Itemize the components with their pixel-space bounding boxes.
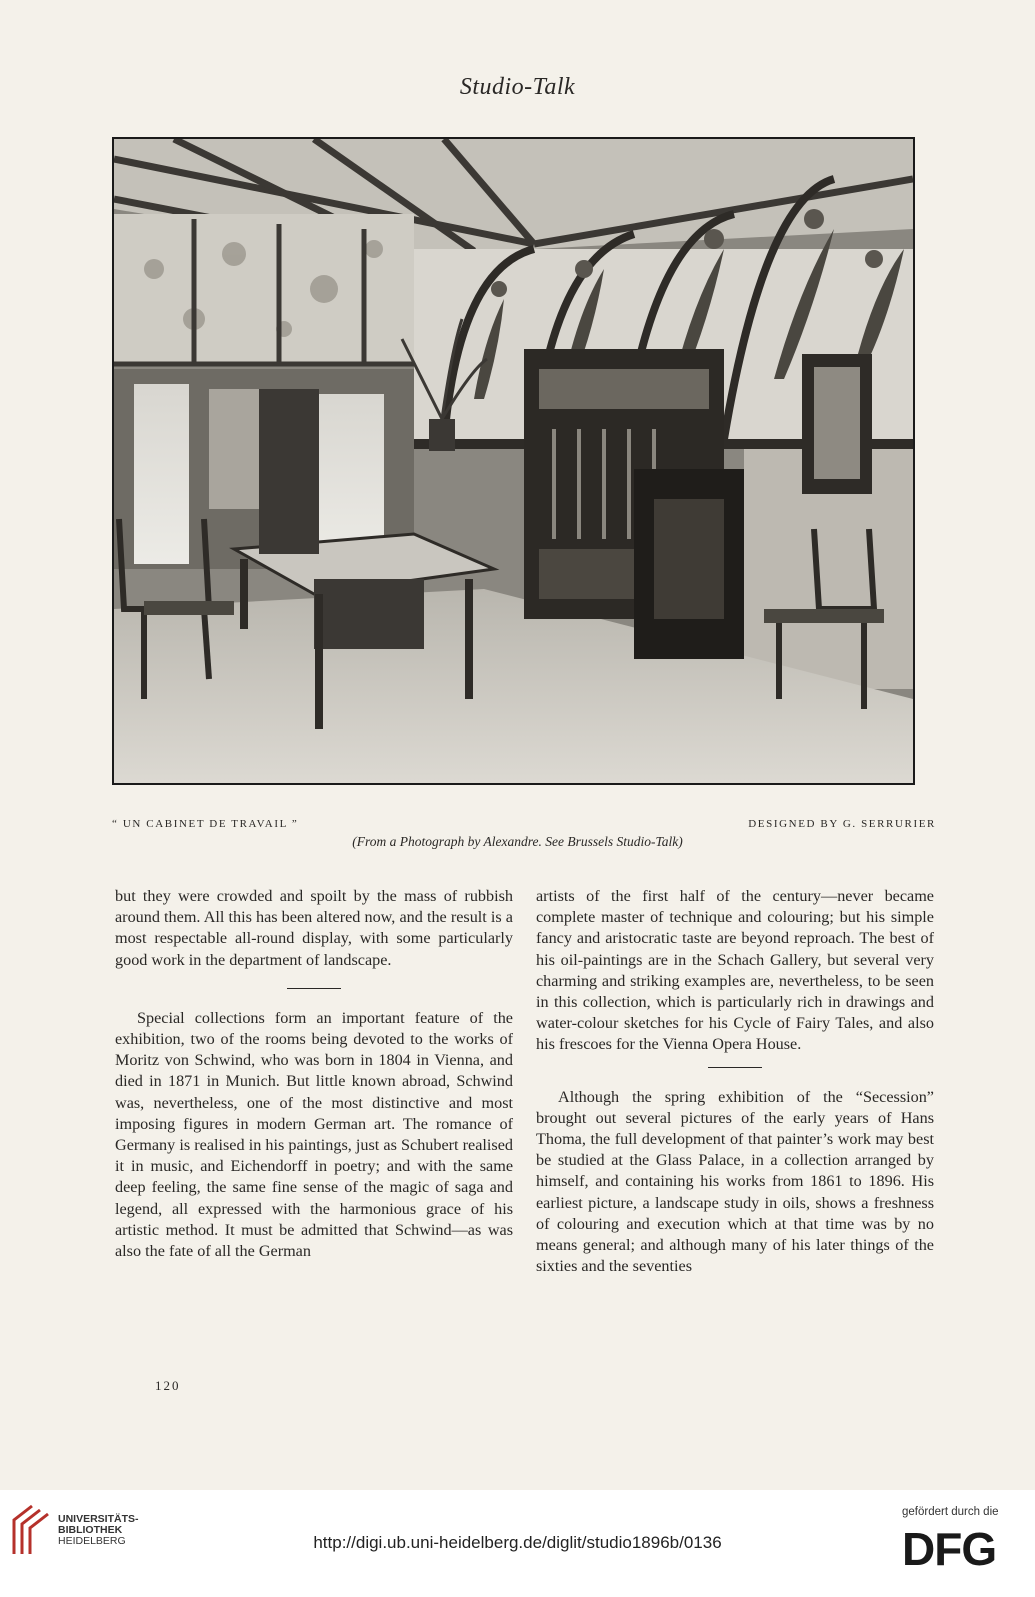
right-column (536, 886, 934, 1277)
section-rule (287, 988, 341, 989)
digitization-footer (0, 1490, 1035, 1597)
caption-designer: DESIGNED BY G. SERRURIER (748, 818, 936, 830)
dfg-logo: DFG (902, 1523, 997, 1575)
funding-note: gefördert durch die (902, 1506, 999, 1518)
interior-photograph (112, 137, 915, 785)
paragraph: but they were crowded and spoilt by the mass of rubbish around them. All this has been altered now, and the result is a most respectable all-round display, with some particularly good work in the department of landscape. (115, 887, 513, 969)
page-number: 120 (155, 1378, 181, 1393)
left-column (115, 886, 513, 1262)
permalink[interactable]: http://digi.ub.uni-heidelberg.de/diglit/studio1896b/0136 (313, 1533, 722, 1552)
paragraph: Special collections form an important feature of the exhibition, two of the rooms being devoted to the works of Moritz von Schwind, who was born in 1804 in Vienna, and died in 1871 in Munich. But little known abroad, Schwind was, nevertheless, one of the most distinctive and most imposing figures in modern German art. The romance of Germany is realised in his paintings, just as Schubert realised it in music, and Eichendorff in poetry; and with the same deep feeling, the same fine sense of the magic of saga and legend, all expressed with the harmonious grace of his artistic method. It must be admitted that Schwind—as was also the fate of all the German (115, 1008, 513, 1261)
library-name: UNIVERSITÄTS- BIBLIOTHEK HEIDELBERG (58, 1513, 139, 1547)
caption-title: “ UN CABINET DE TRAVAIL ” (112, 818, 299, 830)
caption-credit: (From a Photograph by Alexandre. See Brussels Studio-Talk) (352, 834, 683, 849)
paragraph: Although the spring exhibition of the “Secession” brought out several pictures of the early years of Hans Thoma, the full development of that painter’s work may best be studied at the Glass Palace, in a collection arranged by himself, and containing his works from 1861 to 1896. His earliest picture, a landscape study in oils, shows a freshness of colouring and execution which at that time was by no means general; and although many of his later things of the sixties and the seventies (536, 1087, 934, 1276)
paragraph: artists of the first half of the century—never became complete master of technique and colouring; but his simple fancy and aristocratic taste are beyond reproach. The best of his oil-paintings are in the Schach Gallery, but several very charming and striking examples are, nevertheless, to be seen in this collection, which is particularly rich in drawings and water-colour sketches for his Cycle of Fairy Tales, and also his frescoes for the Vienna Opera House. (536, 887, 934, 1054)
running-title: Studio-Talk (459, 74, 576, 100)
section-rule (708, 1067, 762, 1068)
